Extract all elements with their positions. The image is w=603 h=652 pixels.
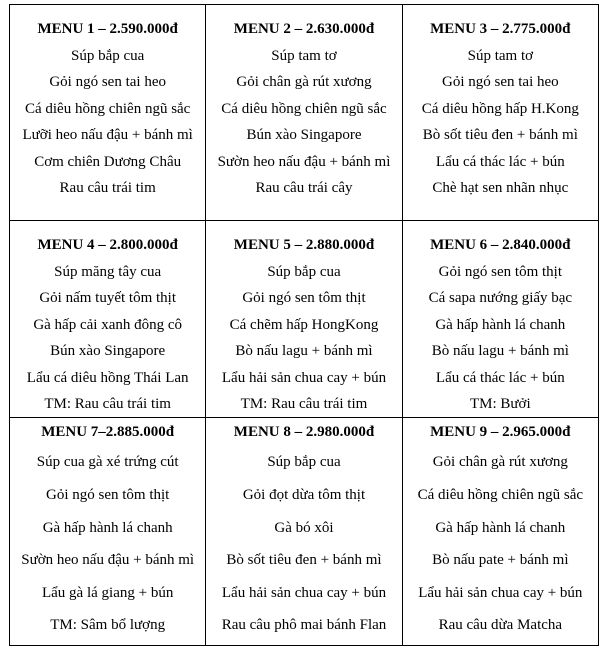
menu-dish: Sườn heo nấu đậu + bánh mì [217,153,391,170]
menu-dish: Rau câu trái tim [59,180,156,197]
menu-dish: Lẩu cá thác lác + bún [435,369,565,386]
menu-dish: Gà hấp hành lá chanh [435,519,566,536]
menu-dish: Bò sốt tiêu đen + bánh mì [422,127,578,144]
menu-dish: Cơm chiên Dương Châu [34,153,182,170]
menu-dish: Rau câu trái cây [255,180,353,197]
menu-dish: Súp măng tây cua [54,264,162,280]
menu-dish: Súp tam tơ [467,48,534,64]
menu-title: MENU 8 – 2.980.000đ [233,424,375,441]
menu-cell-2 [206,5,402,221]
menu-dish: Cá diêu hồng chiên ngũ sắc [24,100,191,117]
menu-cell-8 [206,418,402,646]
menu-dish: Gà hấp cải xanh đông cô [33,316,183,333]
menu-dish: Súp cua gà xé trứng cút [36,454,179,471]
menu-dish: Lẩu hải sản chua cay + bún [221,369,387,386]
menu-dish: Bún xào Singapore [246,127,362,144]
menu-cell-1 [10,5,206,221]
menu-dish: Bò nấu pate + bánh mì [432,552,569,569]
table-row [10,221,599,418]
menu-dish: Gỏi ngó sen tôm thịt [438,264,562,280]
menu-cell-9 [402,418,598,646]
menu-dish: Cá sapa nướng giấy bạc [428,290,573,307]
menu-dish: Lưỡi heo nấu đậu + bánh mì [22,127,193,144]
menu-dish: Gỏi ngó sen tôm thịt [242,290,366,307]
menu-dish: Cá diêu hồng chiên ngũ sắc [417,487,584,504]
menu-dish: Súp bắp cua [71,48,145,64]
menu-dish: Súp tam tơ [271,48,337,64]
menu-cell-3 [402,5,598,221]
menu-dish: Gỏi nấm tuyết tôm thịt [39,290,176,307]
menu-dish: Gà hấp hành lá chanh [435,316,566,333]
menu-dish: Súp bắp cua [267,264,341,280]
menu-dish: Gà hấp hành lá chanh [42,519,173,536]
menu-cell-6 [402,221,598,418]
menu-dish: TM: Sâm bổ lượng [50,617,166,634]
table-row [10,418,599,646]
menu-dish: Cá diêu hồng hấp H.Kong [421,100,579,117]
menu-dish: Bún xào Singapore [50,343,166,360]
menu-dish: Sườn heo nấu đậu + bánh mì [21,552,195,569]
menu-title: MENU 2 – 2.630.000đ [233,21,375,37]
menu-title: MENU 5 – 2.880.000đ [233,237,375,253]
menu-dish: Chè hạt sen nhãn nhục [432,180,569,197]
menu-dish: Gỏi chân gà rút xương [236,74,372,91]
menu-cell-4 [10,221,206,418]
menu-title: MENU 4 – 2.800.000đ [37,237,178,253]
menu-dish: Bò sốt tiêu đen + bánh mì [226,552,382,569]
menu-table [9,4,599,646]
menu-cell-7 [10,418,206,646]
menu-dish: Súp bắp cua [267,454,341,471]
menu-dish: Gỏi đọt dừa tôm thịt [242,487,366,504]
menu-dish: Gỏi ngó sen tai heo [49,74,166,91]
menu-dish: Bò nấu lagu + bánh mì [431,343,569,360]
menu-dish: TM: Rau câu trái tim [44,396,171,413]
table-row [10,5,599,221]
menu-title: MENU 7–2.885.000đ [41,424,175,441]
menu-title: MENU 3 – 2.775.000đ [430,21,571,37]
menu-dish: Lẩu gà lá giang + bún [41,584,174,601]
menu-dish: Lẩu hải sản chua cay + bún [221,584,387,601]
menu-dish: Gà bó xôi [274,519,334,536]
menu-dish: Lẩu cá thác lác + bún [435,153,565,170]
menu-dish: Bò nấu lagu + bánh mì [235,343,373,360]
menu-dish: Cá diêu hồng chiên ngũ sắc [221,100,387,117]
menu-dish: TM: Rau câu trái tim [240,396,368,413]
menu-dish: Cá chẽm hấp HongKong [229,316,379,333]
menu-title: MENU 6 – 2.840.000đ [430,237,571,253]
menu-cell-5 [206,221,402,418]
menu-dish: Gỏi ngó sen tôm thịt [45,487,170,504]
menu-title: MENU 1 – 2.590.000đ [37,21,178,37]
menu-dish: TM: Bưởi [470,396,531,413]
menu-title: MENU 9 – 2.965.000đ [430,424,571,441]
menu-dish: Rau câu phô mai bánh Flan [221,617,387,634]
menu-dish: Gỏi chân gà rút xương [432,454,568,471]
menu-dish: Gỏi ngó sen tai heo [442,74,559,91]
menu-dish: Rau câu dừa Matcha [438,617,563,634]
menu-dish: Lẩu hải sản chua cay + bún [418,584,583,601]
menu-dish: Lẩu cá diêu hồng Thái Lan [26,369,189,386]
